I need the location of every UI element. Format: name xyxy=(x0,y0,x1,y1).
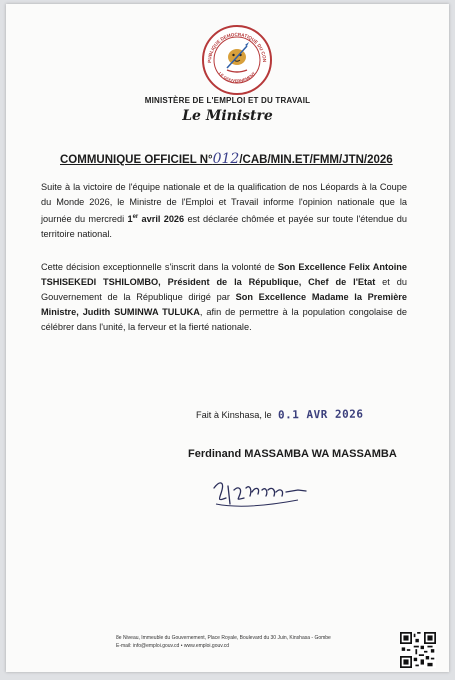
ministry-name: MINISTÈRE DE L'EMPLOI ET DU TRAVAIL xyxy=(144,96,311,105)
handwritten-signature xyxy=(206,460,326,520)
date-stamp: 0.1 AVR 2026 xyxy=(278,407,364,422)
holiday-day-suffix: er xyxy=(132,214,139,220)
paragraph-announcement xyxy=(41,180,407,242)
communique-reference xyxy=(60,151,393,167)
paragraph1-text-a: Suite à la victoire de l'équipe nationale et de la qualification de nos Léopards à la Coupe du Monde 2026, le Ministre de l'Emploi et Travail informe l'opinion nationale que la journée du mercredi xyxy=(41,182,407,225)
seal-ring-top-text: PUBLIQUE DEMOCRATIQUE DU CON xyxy=(206,31,268,63)
document-page xyxy=(6,4,449,672)
holiday-month-year: avril 2026 xyxy=(138,214,185,225)
reference-prefix: COMMUNIQUE OFFICIEL N° xyxy=(60,154,213,166)
minister-title: Le Ministre xyxy=(182,108,273,124)
paragraph1-text-b: est déclarée chômée et payée sur toute l'étendue du territoire national. xyxy=(41,214,407,240)
holiday-day-number: 1 xyxy=(127,214,133,225)
footer xyxy=(116,634,366,650)
seal-ring-bottom-text: LE GOUVERNEMENT xyxy=(217,70,257,84)
place-and-date xyxy=(196,408,364,421)
paragraph-decision xyxy=(41,260,407,335)
prime-minister-reference: Son Excellence Madame la Première Ministre, Judith SUMINWA TULUKA xyxy=(41,292,407,317)
place-label: Fait à Kinshasa, le xyxy=(196,410,272,420)
signatory-name: Ferdinand MASSAMBA WA MASSAMBA xyxy=(188,448,397,460)
footer-address: 8e Niveau, Immeuble du Gouvernement, Place Royale, Boulevard du 30 Juin, Kinshasa - Gombe xyxy=(116,635,331,641)
paragraph2-text-b: et du Gouvernement de la République dirigé par xyxy=(41,277,407,302)
president-reference: Son Excellence Felix Antoine TSHISEKEDI TSHILOMBO, Président de la République, Chef de l'Etat xyxy=(41,262,407,287)
reference-number: 012 xyxy=(212,151,240,167)
qr-code[interactable] xyxy=(400,632,436,668)
reference-suffix: /CAB/MIN.ET/FMM/JTN/2026 xyxy=(239,154,393,166)
paragraph2-text-c: , afin de permettre à la population congolaise de célébrer dans l'unité, la ferveur et la fierté nationale. xyxy=(41,307,407,332)
paragraph2-text-a: Cette décision exceptionnelle s'inscrit dans la volonté de xyxy=(41,262,278,272)
footer-contact: E-mail: info@emploi.gouv.cd • www.emploi.gouv.cd xyxy=(116,643,230,649)
government-seal xyxy=(201,24,273,96)
